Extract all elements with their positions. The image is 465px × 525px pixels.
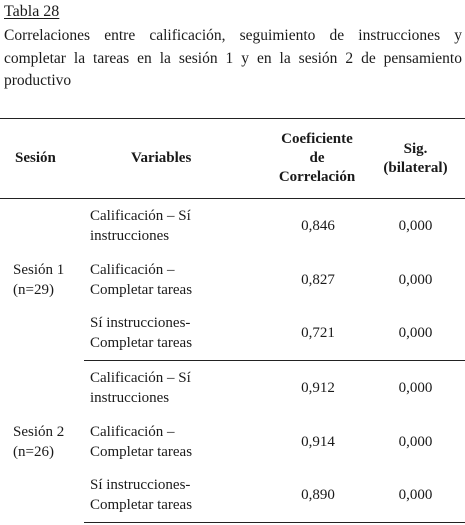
session-cell — [0, 361, 84, 523]
variable-cell — [84, 199, 260, 253]
variable-cell — [84, 253, 260, 307]
variable-line: Calificación – Sí — [90, 369, 191, 386]
variable-line: Calificación – — [90, 261, 175, 278]
header-significance-line: Sig. — [403, 140, 428, 157]
variable-cell — [84, 469, 260, 523]
variable-cell — [84, 361, 260, 415]
header-coefficient-line: Coeficiente — [281, 131, 353, 147]
table-title-line: Correlaciones entre calificación, seguimiento de instrucciones y — [4, 27, 462, 44]
table-header-row — [0, 119, 465, 199]
significance-cell: 0,000 — [398, 379, 433, 396]
session-cell — [0, 199, 84, 361]
table-label: Tabla 28 — [4, 3, 60, 20]
header-coefficient-line: Correlación — [278, 169, 356, 185]
table-row — [0, 361, 465, 415]
table-title-line: productivo — [4, 72, 72, 89]
variable-line: instrucciones — [90, 389, 170, 406]
variable-line: instrucciones — [90, 227, 170, 244]
significance-cell: 0,000 — [366, 469, 465, 523]
coefficient-cell: 0,890 — [260, 469, 366, 523]
significance-cell: 0,000 — [398, 271, 433, 288]
variable-line: Calificación – Sí — [90, 207, 191, 224]
variable-line: Completar tareas — [90, 497, 193, 514]
coefficient-cell: 0,912 — [301, 379, 335, 396]
variable-line: Completar tareas — [90, 443, 193, 460]
variable-line: Sí instrucciones- — [90, 477, 191, 494]
significance-cell: 0,000 — [398, 433, 433, 450]
table-row — [0, 199, 465, 253]
correlation-table — [0, 118, 465, 523]
session-sample-size: (n=29) — [13, 281, 54, 298]
variable-cell — [84, 307, 260, 361]
variable-line: Calificación – — [90, 423, 175, 440]
table-title-line: completar la tareas en la sesión 1 y en la sesión 2 de pensamiento — [4, 49, 462, 67]
variable-line: Completar tareas — [90, 335, 193, 352]
coefficient-cell: 0,721 — [260, 307, 366, 361]
header-session: Sesión — [0, 119, 84, 199]
table-title — [4, 25, 464, 93]
variable-line: Completar tareas — [90, 281, 193, 298]
coefficient-cell: 0,827 — [301, 271, 335, 288]
header-coefficient — [260, 119, 366, 199]
variable-line: Sí instrucciones- — [90, 315, 191, 332]
session-label: Sesión 1 — [13, 261, 65, 278]
header-variables: Variables — [84, 119, 260, 199]
coefficient-cell: 0,846 — [301, 217, 335, 234]
header-significance-line: (bilateral) — [383, 159, 448, 176]
session-label: Sesión 2 — [13, 423, 65, 440]
variable-cell — [84, 415, 260, 469]
significance-cell: 0,000 — [398, 217, 433, 234]
coefficient-cell: 0,914 — [301, 433, 335, 450]
significance-cell: 0,000 — [366, 307, 465, 361]
header-significance — [366, 119, 465, 199]
header-coefficient-line: de — [309, 150, 325, 166]
session-sample-size: (n=26) — [13, 443, 54, 460]
